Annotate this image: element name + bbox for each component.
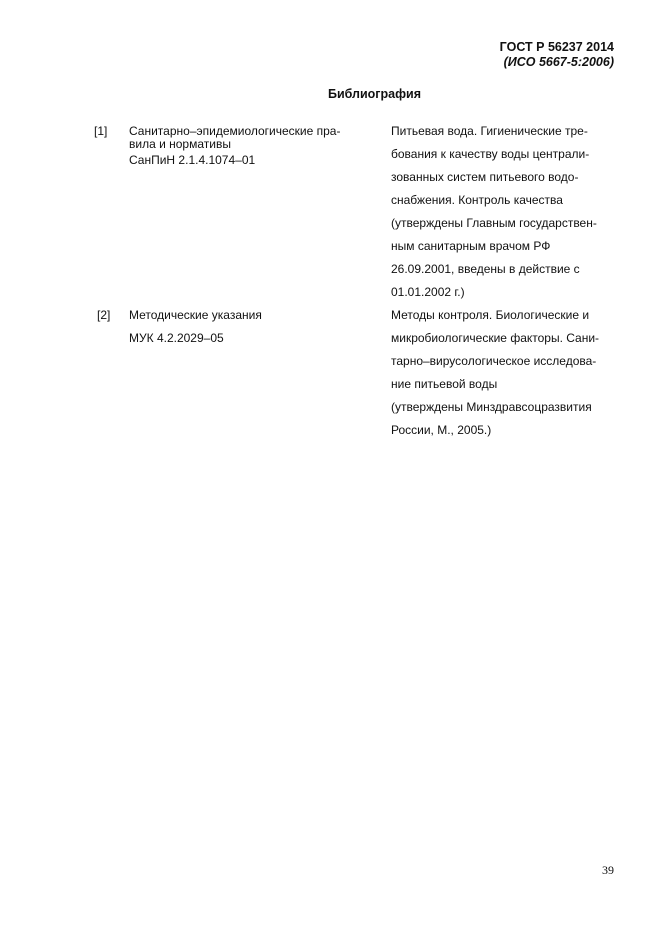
iso-code: (ИСО 5667-5:2006) [503,55,614,69]
entry-document [129,304,369,350]
entry-document-line: Методические указания [129,308,262,322]
entry-description-line: 01.01.2002 г.) [391,285,465,299]
entry-description-line: (утверждены Минздравсоцразвития [391,400,592,414]
entry-number: [1] [94,124,108,138]
entry-description-line: Питьевая вода. Гигиенические тре- [391,124,588,138]
bibliography-title: Библиография [327,87,422,101]
entry-description-line: бования к качеству воды централи- [391,147,590,161]
entry-document-line: Санитарно–эпидемиологические пра- [129,124,341,138]
entry-description-line: ным санитарным врачом РФ [391,239,551,253]
entry-description-line: микробиологические факторы. Сани- [391,331,600,345]
page-number: 39 [602,863,614,877]
entry-description [391,120,626,304]
document-header [500,40,614,70]
entry-document-line: вила и нормативы [129,137,231,151]
entry-description-line: ние питьевой воды [391,377,498,391]
entry-document-line: МУК 4.2.2029–05 [129,331,224,345]
entry-document [129,124,369,168]
entry-description-line: тарно–вирусологическое исследова- [391,354,597,368]
entry-description-line: (утверждены Главным государствен- [391,216,597,230]
entry-description-line: 26.09.2001, введены в действие с [391,262,580,276]
entry-description-line: России, М., 2005.) [391,423,492,437]
entry-description [391,304,626,442]
standard-code: ГОСТ Р 56237 2014 [499,40,614,54]
entry-description-line: зованных систем питьевого водо- [391,170,579,184]
entry-document-line: СанПиН 2.1.4.1074–01 [129,153,256,167]
entry-description-line: Методы контроля. Биологические и [391,308,590,322]
entry-description-line: снабжения. Контроль качества [391,193,563,207]
entry-number: [2] [97,308,111,322]
